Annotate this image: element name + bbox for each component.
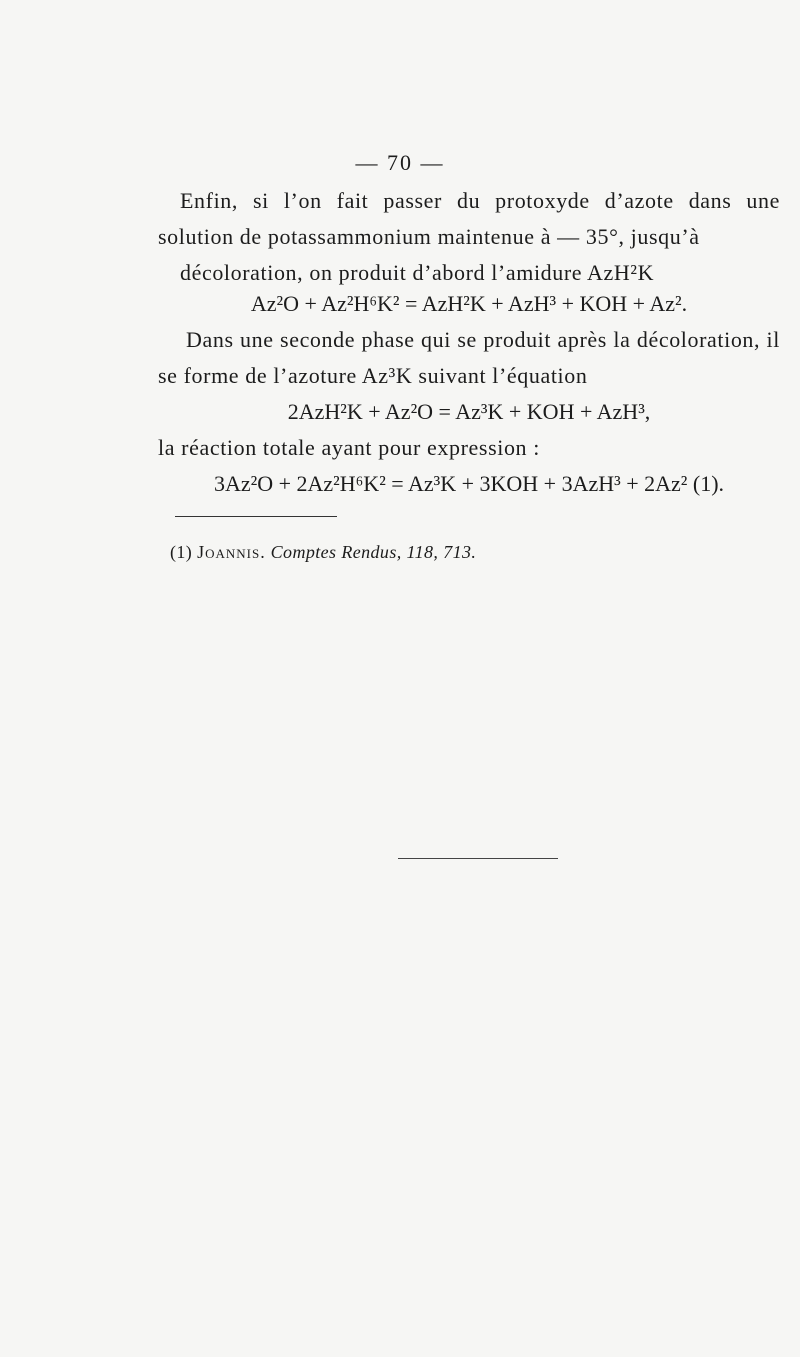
equation-3: 3Az²O + 2Az²H⁶K² = Az³K + 3KOH + 3AzH³ + 2Az² (1). [213,471,725,496]
paragraph-2: Dans une seconde phase qui se produit après la décoloration, il se forme de l’azoture Az³K suivant l’équation [158,327,780,388]
paragraph-1-body: Enfin, si l’on fait passer du protoxyde d’azote dans une solution de potassammonium maintenue à — 35°, jusqu’à [158,188,780,249]
footnote-marker: (1) [170,542,193,562]
footnote-source: Comptes Rendus, [270,542,402,562]
page-number: — 70 — [355,150,445,175]
equation-2: 2AzH²K + Az²O = Az³K + KOH + AzH³, [287,399,651,424]
footnote [170,542,476,563]
paragraph-1-end: décoloration, on produit d’abord l’amidure AzH²K [180,260,655,285]
footnote-reference: 118, 713. [406,542,477,562]
footnote-rule [175,516,337,517]
footnote-author: Joannis. [197,542,266,562]
paragraph-1 [158,183,780,291]
equation-1: Az²O + Az²H⁶K² = AzH²K + AzH³ + KOH + Az². [250,291,688,316]
paragraph-3: la réaction totale ayant pour expression : [158,435,540,460]
end-rule [398,858,558,859]
